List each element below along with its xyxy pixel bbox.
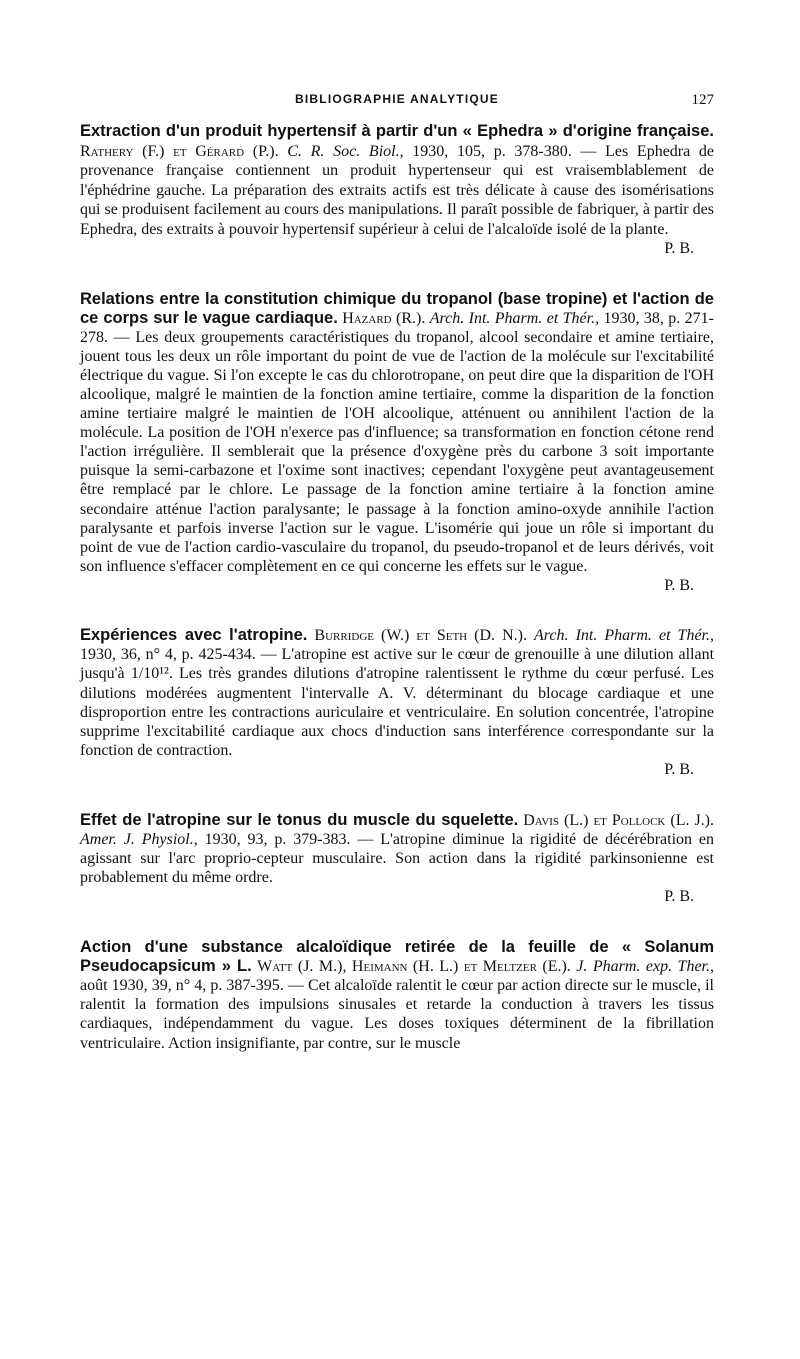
- article-citation: 1930, 105, p. 378-380.: [412, 142, 572, 160]
- article-title: Effet de l'atropine sur le tonus du muscle du squelette.: [80, 810, 519, 829]
- article-body: — Les Ephedra de provenance française contiennent un produit hypertenseur qui est vraisemblablement de l'éphédrine gauche. La préparation des extraits actifs est très délicate à cause des isomérisations qui se produisent facilement au cours des manipulations. Il paraît possible de fabriquer, à partir des Ephedra, des extraits à pouvoir hypertensif supérieur à celui de l'alcaloïde isolé de la plante.: [80, 142, 715, 238]
- article-citation: 1930, 38, p. 271-278.: [80, 309, 715, 346]
- article-signature: P. B.: [664, 576, 694, 594]
- article-body: — Cet alcaloïde ralentit le cœur par action directe sur le muscle, il ralentit la formation des impulsions sinusales et retarde la conduction à travers les tissus cardiaques, indépendamment du vague. Les doses toxiques déterminent de la fibrillation ventriculaire. Action insignifiante, par contre, sur le muscle: [80, 977, 715, 1052]
- article-body: — L'atropine est active sur le cœur de grenouille à une dilution allant jusqu'à 1/10¹². Les très grandes dilutions d'atropine ralentissent le rythme du cœur perfusé. Les dilutions modérées augmentent l'intervalle A. V. déterminant du blocage cardiaque et une disproportion entre les contractions auriculaire et ventriculaire. En solution concentrée, l'atropine supprime l'excitabilité cardiaque aux chocs d'induction sans interférence correspondante sur la fonction de contraction.: [80, 646, 715, 760]
- article-authors: Hazard (R.).: [342, 309, 426, 327]
- article-authors: Davis (L.) et Pollock (L. J.).: [523, 811, 715, 829]
- article-title: Expériences avec l'atropine.: [80, 626, 308, 644]
- article-title: Relations entre la constitution chimique du tropanol (base tropine) et l'action de ce corps sur le vague cardiaque.: [80, 289, 714, 327]
- article-title: Action d'une substance alcaloïdique retirée de la feuille de « Solanum Pseudocapsicum » L.: [80, 937, 714, 975]
- article-authors: Burridge (W.) et Seth (D. N.).: [314, 627, 527, 644]
- article-authors: Rathery (F.) et Gérard (P.).: [80, 142, 279, 160]
- article-authors: Watt (J. M.), Heimann (H. L.) et Meltzer (E.).: [257, 957, 571, 975]
- article-signature: P. B.: [664, 240, 694, 257]
- page-number: 127: [691, 92, 714, 108]
- article-citation: 1930, 93, p. 379-383.: [204, 830, 351, 848]
- article-body: — L'atropine diminue la rigidité de décérébration en agissant sur l'arc proprio-cepteur musculaire. Son action dans la rigidité parkinsonienne est probablement du même ordre.: [80, 830, 715, 887]
- article-journal: Amer. J. Physiol.,: [80, 830, 198, 848]
- abstract-atropine-muscle-tone: [80, 811, 714, 907]
- article-citation: 1930, 36, n° 4, p. 425-434.: [80, 646, 256, 664]
- running-head: [80, 92, 714, 112]
- abstract-tropanol: [80, 290, 714, 596]
- article-body: — Les deux groupements caractéristiques du tropanol, alcool secondaire et amine tertiaire, jouent tous les deux un rôle important du point de vue de l'action de la molécule sur l'excitabilité électrique du vague. Si l'on excepte le cas du chlorotropane, on peut dire que la disparition de l'OH alcoolique, malgré le maintien de la fonction amine tertiaire, comme la disparition de la fonction amine tertiaire malgré le maintien de l'OH alcoolique, atténuent ou annihilent l'action de la molécule. La position de l'OH n'exerce pas d'influence; sa transformation en fonction cétone rend l'action irrégulière. Il semblerait que la présence d'oxygène près du carbone 3 soit importante puisque la semi-carbazone et l'oxime sont inactives; cependant l'oxygène peut avantageusement être remplacé par le chlore. Le passage de la fonction amine tertiaire à la fonction amine secondaire atténue l'action paralysante; le passage à la fonction amino-oxyde annihile l'action paralysante et parfois inverse l'action sur le vague. L'isomérie qui joue un rôle si important du point de vue de l'action cardio-vasculaire du tropanol, du pseudo-tropanol et de leurs dérivés, voit son influence s'effacer complètement en ce qui concerne les effets sur le vague.: [80, 328, 714, 575]
- article-signature: P. B.: [664, 761, 694, 779]
- journal-page: [80, 92, 714, 1084]
- article-journal: C. R. Soc. Biol.,: [287, 142, 404, 160]
- article-journal: Arch. Int. Pharm. et Thér.,: [534, 627, 715, 644]
- abstract-atropine-experiments: [80, 626, 714, 780]
- article-journal: Arch. Int. Pharm. et Thér.,: [429, 309, 600, 327]
- article-citation: août 1930, 39, n° 4, p. 387-395.: [80, 977, 284, 995]
- abstract-ephedra: [80, 122, 714, 259]
- running-head-title: BIBLIOGRAPHIE ANALYTIQUE: [295, 92, 499, 106]
- article-title: Extraction d'un produit hypertensif à partir d'un « Ephedra » d'origine française.: [80, 122, 714, 140]
- article-journal: J. Pharm. exp. Ther.,: [576, 957, 714, 975]
- abstract-solanum: [80, 938, 714, 1053]
- article-signature: P. B.: [664, 888, 694, 906]
